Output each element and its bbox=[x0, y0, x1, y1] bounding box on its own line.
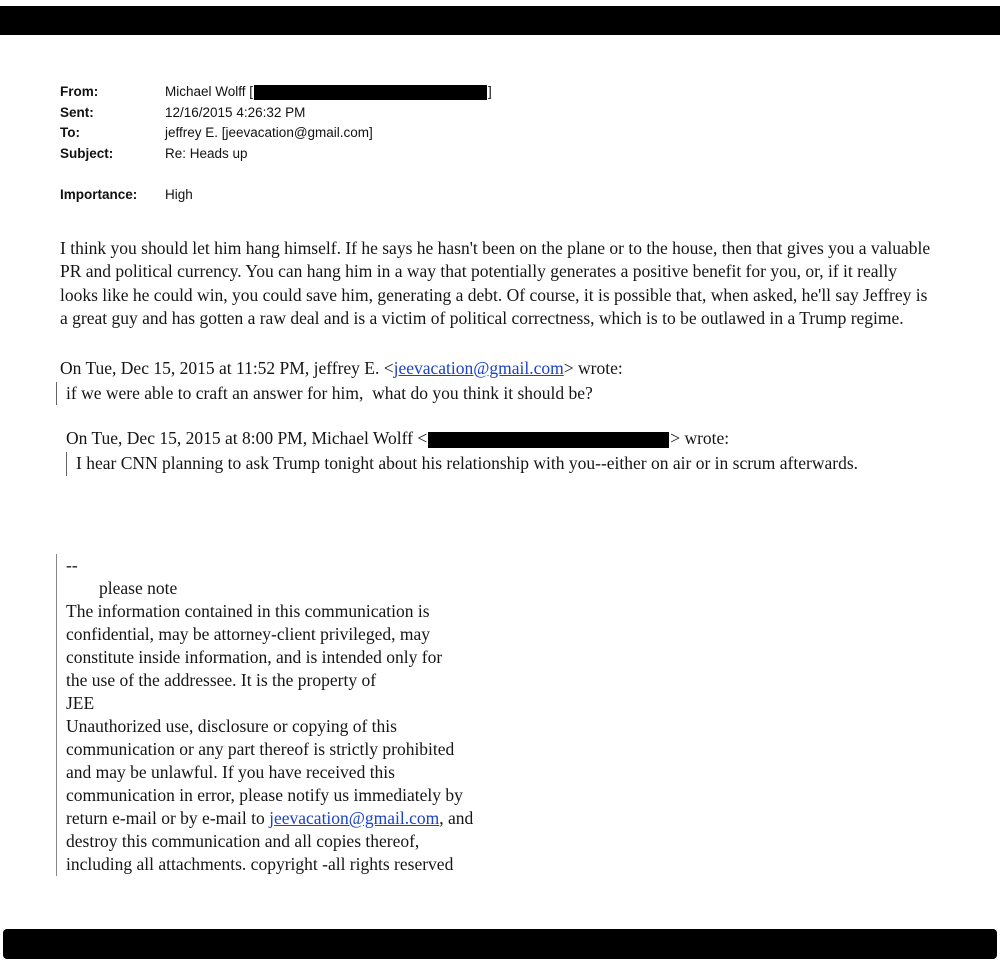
quote1-attribution-suffix: > wrote: bbox=[563, 357, 623, 378]
signature-line: constitute inside information, and is intended only for bbox=[66, 646, 443, 667]
quote1-text: if we were able to craft an answer for him, what do you think it should be? bbox=[56, 382, 906, 406]
email-content bbox=[60, 82, 940, 876]
from-value: Michael Wolff [ bbox=[165, 84, 254, 99]
signature-line: and may be unlawful. If you have received this bbox=[66, 761, 395, 782]
quote2-attribution-suffix: > wrote: bbox=[670, 428, 730, 448]
bottom-redaction-bar bbox=[3, 929, 997, 959]
signature-line: confidential, may be attorney-client privileged, may bbox=[66, 623, 430, 644]
quote2-text: I hear CNN planning to ask Trump tonight about his relationship with you--either on air or in scrum afterwards. bbox=[66, 452, 891, 476]
subject-value: Re: Heads up bbox=[165, 145, 248, 161]
subject-label: Subject: bbox=[60, 145, 114, 161]
subject-row bbox=[60, 144, 940, 165]
signature-block bbox=[56, 554, 566, 876]
top-redaction-bar bbox=[0, 6, 1000, 35]
signature-line: communication in error, please notify us immediately by bbox=[66, 784, 463, 805]
signature-line: Unauthorized use, disclosure or copying of this bbox=[66, 715, 397, 736]
signature-line: including all attachments. copyright -all rights reserved bbox=[66, 853, 454, 874]
signature-separator: -- bbox=[66, 554, 78, 575]
importance-label: Importance: bbox=[60, 187, 138, 202]
to-label: To: bbox=[60, 125, 80, 140]
signature-link-line bbox=[66, 807, 566, 830]
signature-line: The information contained in this communication is bbox=[66, 600, 430, 621]
quote1-attribution-prefix: On Tue, Dec 15, 2015 at 11:52 PM, jeffrey E. < bbox=[60, 357, 394, 378]
sent-label: Sent: bbox=[60, 104, 94, 120]
quote2-attribution-prefix: On Tue, Dec 15, 2015 at 8:00 PM, Michael Wolff < bbox=[66, 428, 428, 448]
to-value: jeffrey E. [jeevacation@gmail.com] bbox=[165, 125, 373, 140]
signature-line: the use of the addressee. It is the property of bbox=[66, 669, 377, 690]
importance-row bbox=[60, 185, 940, 206]
email-link[interactable]: jeevacation@gmail.com bbox=[269, 807, 440, 828]
signature-line: destroy this communication and all copies thereof, bbox=[66, 830, 420, 851]
redaction-bar bbox=[428, 432, 669, 448]
quote2-attribution bbox=[66, 427, 940, 450]
from-value-suffix: ] bbox=[488, 84, 492, 99]
from-label: From: bbox=[60, 84, 99, 99]
signature-link-suffix: , and bbox=[439, 807, 474, 828]
signature-line: communication or any part thereof is strictly prohibited bbox=[66, 738, 455, 759]
signature-line: JEE bbox=[66, 692, 95, 713]
sent-value: 12/16/2015 4:26:32 PM bbox=[165, 104, 306, 120]
importance-value: High bbox=[165, 187, 193, 202]
redaction-bar bbox=[254, 85, 487, 100]
signature-link-prefix: return e-mail or by e-mail to bbox=[66, 807, 270, 828]
to-row bbox=[60, 123, 940, 144]
quote1-attribution bbox=[60, 357, 940, 380]
message-body: I think you should let him hang himself. If he says he hasn't been on the plane or to the house, then that gives you a valuable PR and political currency. You can hang him in a way that potentially generates a positive benefit for you, or, if it really looks like he could win, you could save him, generating a debt. Of course, it is possible that, when asked, he'll say Jeffrey is a great guy and has gotten a raw deal and is a victim of political correctness, which is to be outlawed in a Trump regime. bbox=[60, 237, 931, 328]
email-link[interactable]: jeevacation@gmail.com bbox=[393, 357, 564, 378]
sent-row bbox=[60, 103, 940, 124]
from-row bbox=[60, 82, 940, 103]
email-header bbox=[60, 82, 940, 206]
signature-note: please note bbox=[99, 577, 178, 598]
